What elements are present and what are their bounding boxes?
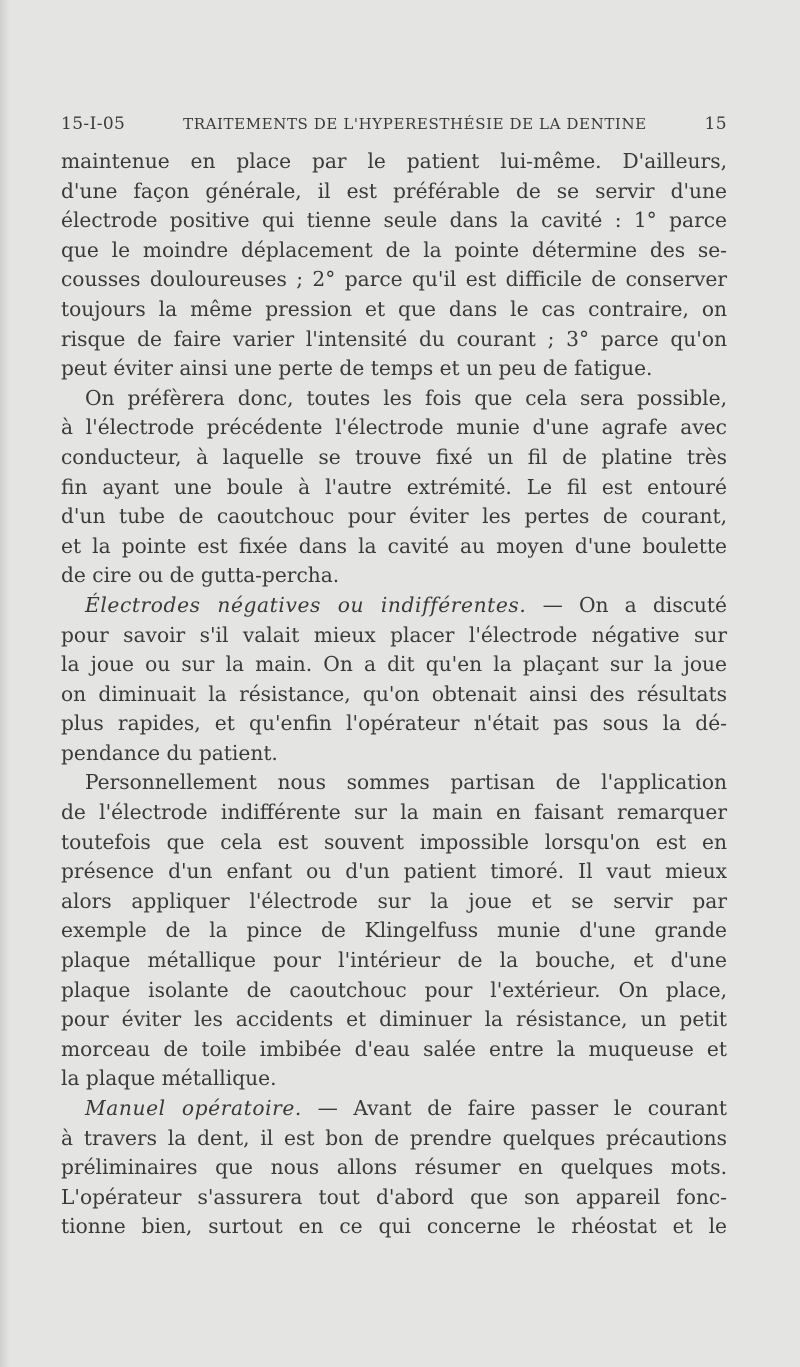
text-line: L'opérateur s'assurera tout d'abord que son appareil fonc-: [61, 1184, 727, 1209]
text-line: maintenue en place par le patient lui-même. D'ailleurs,: [61, 149, 727, 173]
text-line: d'une façon générale, il est préférable de se servir d'une: [61, 178, 727, 203]
text-line: on diminuait la résistance, qu'on obtenait ainsi des résultats: [61, 681, 727, 706]
text-line: toujours la même pression et que dans le cas contraire, on: [61, 296, 727, 321]
text-line: On préfèrera donc, toutes les fois que cela sera possible,: [85, 385, 727, 410]
section-heading-electrodes: Électrodes négatives ou indifférentes.: [85, 592, 527, 617]
header-title: TRAITEMENTS DE L'HYPERESTHÉSIE DE LA DENTINE: [183, 115, 647, 133]
text-line: alors appliquer l'électrode sur la joue et se servir par: [61, 888, 727, 913]
text-line: pendance du patient.: [61, 740, 278, 765]
header-date: 15-I-05: [61, 114, 126, 134]
page-edge-shadow: [0, 0, 10, 1367]
text-line: d'un tube de caoutchouc pour éviter les pertes de courant,: [61, 504, 727, 529]
text-line: préliminaires que nous allons résumer en quelques mots.: [61, 1155, 727, 1180]
text-line: tionne bien, surtout en ce qui concerne le rhéostat et le: [61, 1214, 727, 1239]
text-line: plaque métallique pour l'intérieur de la bouche, et d'une: [61, 948, 727, 973]
section-heading-line: [61, 1094, 727, 1124]
text-line: que le moindre déplacement de la pointe détermine des se-: [61, 237, 727, 262]
text-line: pour savoir s'il valait mieux placer l'électrode négative sur: [61, 622, 727, 647]
text-line: de l'électrode indifférente sur la main en faisant remarquer: [61, 800, 727, 825]
section-heading-manuel: Manuel opératoire.: [85, 1096, 302, 1120]
text-line: la plaque métallique.: [61, 1066, 277, 1091]
text-line: la joue ou sur la main. On a dit qu'en la plaçant sur la joue: [61, 652, 727, 677]
text-line: toutefois que cela est souvent impossible lorsqu'on est en: [61, 829, 727, 854]
text-line: cousses douloureuses ; 2° parce qu'il est difficile de conserver: [61, 267, 727, 292]
text-fragment: — Avant de faire passer le courant: [317, 1096, 728, 1120]
text-line: fin ayant une boule à l'autre extrémité. Le fil est entouré: [61, 474, 727, 499]
text-line: à l'électrode précédente l'électrode munie d'une agrafe avec: [61, 415, 727, 440]
text-line: Personnellement nous sommes partisan de l'application: [85, 770, 727, 795]
running-header: [61, 114, 727, 134]
text-line: pour éviter les accidents et diminuer la résistance, un petit: [61, 1007, 727, 1032]
text-line: à travers la dent, il est bon de prendre quelques précautions: [61, 1125, 727, 1150]
text-line: peut éviter ainsi une perte de temps et un peu de fatigue.: [61, 356, 653, 381]
body-text: [61, 147, 727, 1242]
text-line: électrode positive qui tienne seule dans la cavité : 1° parce: [61, 208, 727, 233]
text-line: risque de faire varier l'intensité du courant ; 3° parce qu'on: [61, 326, 727, 351]
text-line: plaque isolante de caoutchouc pour l'extérieur. On place,: [61, 977, 727, 1002]
text-line: présence d'un enfant ou d'un patient timoré. Il vaut mieux: [61, 859, 727, 884]
text-line: exemple de la pince de Klingelfuss munie d'une grande: [61, 918, 727, 943]
section-heading-line: [61, 591, 727, 621]
text-line: de cire ou de gutta-percha.: [61, 563, 340, 588]
text-fragment: — On a discuté: [542, 592, 727, 617]
text-line: plus rapides, et qu'enfin l'opérateur n'était pas sous la dé-: [61, 711, 727, 736]
text-line: conducteur, à laquelle se trouve fixé un fil de platine très: [61, 444, 727, 469]
page-number: 15: [704, 114, 727, 134]
text-line: morceau de toile imbibée d'eau salée entre la muqueuse et: [61, 1036, 727, 1061]
text-line: et la pointe est fixée dans la cavité au moyen d'une boulette: [61, 533, 727, 558]
